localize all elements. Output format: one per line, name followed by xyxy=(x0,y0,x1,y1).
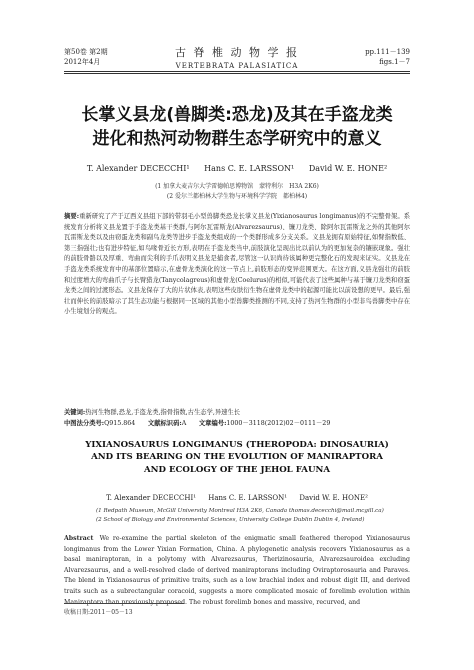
header-rule-thin xyxy=(64,73,410,74)
author-list xyxy=(0,164,474,173)
clc-label: 中图法分类号: xyxy=(64,420,105,427)
volume-issue: 第50卷 第2期 xyxy=(64,48,108,56)
header-rule xyxy=(64,71,410,72)
paper-title-en xyxy=(40,439,434,476)
affiliation-cn-2: (2 爱尔兰都柏林大学生物与环境科学学院 都柏林4) xyxy=(166,193,308,200)
page-range: pp.111－139 xyxy=(365,48,410,56)
article-number-label: 文章编号: xyxy=(198,420,227,427)
article-number-value: 1000－3118(2012)02－0111－29 xyxy=(226,420,331,427)
author-en: Hans C. E. LARSSON¹ xyxy=(208,494,288,502)
abstract-cn xyxy=(64,212,410,318)
doc-code-label: 文献标识码: xyxy=(147,420,182,427)
abstract-cn-label: 摘要: xyxy=(64,213,80,220)
header-pages xyxy=(365,47,410,67)
figure-range: figs.1－7 xyxy=(379,58,410,66)
title-en-line-1: YIXIANOSAURUS LONGIMANUS (THEROPODA: DINOSAURIA) xyxy=(85,440,389,450)
author-en: T. Alexander DECECCHI¹ xyxy=(106,494,197,502)
abstract-en xyxy=(64,534,410,608)
footnote-rule xyxy=(64,603,184,604)
abstract-en-label: Abstract xyxy=(64,535,94,542)
title-cn-line-1: 长掌义县龙(兽脚类:恐龙)及其在手盗龙类 xyxy=(81,105,393,125)
clc-value: Q915.864 xyxy=(104,420,136,427)
affiliation-cn-1: (1 加拿大麦吉尔大学雷德帕思博物馆 蒙特利尔 H3A 2K6) xyxy=(155,183,319,190)
keywords xyxy=(64,407,410,416)
abstract-cn-text: 重新研究了产于辽西义县组下部的带羽毛小型兽脚类恐龙长掌义县龙(Yixianosaurus longimanus)的不完整骨架。系统发育分析将义县龙置于手盗龙类基干类群,与阿尔瓦雷斯龙(Alvarezsaurus)、镰刀龙类、除阿尔瓦雷斯龙之外的其他阿尔瓦雷斯龙类以及由窃蛋龙类和副鸟龙类等进步手盗龙类组成的一个类群形成多分支关系。义县龙拥有原始特征,如臂指数低、第三指强壮;也有进步特征,如鸟喙骨近长方形,表明在手盗龙类当中,前肢演化呈现出比以前认为的更加复杂的镶嵌现象。强壮的前肢骨骼以及厚重、弯曲而尖利的手爪表明义县龙是捕食者,尽管这一认识尚待该属种更完整化石的发现来证实。义县龙在手盗龙类系统发育中的基部位置暗示,在虚骨龙类演化的这一节点上,前肢形态的变异范围更大。在这方面,义县龙强壮的前肢和过度增大的弯曲爪子与长臂猎龙(Tanycolagreus)和虚骨龙(Coelurus)的相似,可能代表了这些属种与基于镰刀龙类和窃蛋龙类之间的过渡形态。义县龙保存了大的片状体表,表明这些皮肤衍生物在虚骨龙类中的起源可能比以前设想的更早。最后,强壮而伸长的前肢暗示了其生态功能与根据同一区域的其他小型兽脚类推测的不同,支持了热河生物群的小型非鸟兽脚类中存在小生境划分的观点。 xyxy=(64,213,410,316)
keywords-label: 关键词: xyxy=(64,409,86,416)
journal-title-en: VERTEBRATA PALASIATICA xyxy=(175,62,299,70)
issue-date: 2012年4月 xyxy=(64,58,101,66)
author-list-en xyxy=(0,494,474,502)
affiliation-en-2: (2 School of Biology and Environmental Sciences, University College Dublin Dublin 4, Ireland) xyxy=(96,517,365,523)
author: David W. E. HONE² xyxy=(308,164,388,173)
title-en-line-2: AND ITS BEARING ON THE EVOLUTION OF MANIRAPTORA xyxy=(91,452,383,463)
author: Hans C. E. LARSSON¹ xyxy=(204,164,295,173)
received-date: 收稿日期:2011－05－13 xyxy=(64,609,133,616)
paper-title-cn xyxy=(40,103,434,151)
abstract-en-text: We re-examine the partial skeleton of the enigmatic small feathered theropod Yixianosaurus longimanus from the Lower Yixian Formation, China. A phylogenetic analysis recovers Yixianosaurus as a basal maniraptoran, in a polytomy with Alvarezsaurus, Therizinosauria, Alvarezsauroidea excluding Alvarezsaurus, and a well-resolved clade of derived maniraptorans including Oviraptorosauria and Paraves. The blend in Yixianosaurus of primitive traits, such as a low brachial index and robust digit III, and derived traits such as a subrectangular coracoid, suggests a more complicated mosaic of forelimb evolution within Maniraptora than previously proposed. The robust forelimb bones and massive, recurved, and xyxy=(64,535,410,606)
doc-code-value: A xyxy=(181,420,187,427)
affiliation-en-1: (1 Redpath Museum, McGill University Montreal H3A 2K6, Canada thomas.dececchi@mail.mcgill.ca) xyxy=(96,508,384,514)
title-cn-line-2: 进化和热河动物群生态学研究中的意义 xyxy=(92,129,382,149)
journal-title-cn: 古 脊 椎 动 物 学 报 xyxy=(175,46,299,59)
author: T. Alexander DECECCHI¹ xyxy=(86,164,190,173)
classification-line xyxy=(64,418,410,427)
author-en: David W. E. HONE² xyxy=(299,494,368,502)
keywords-text: 热河生物群,恐龙,手盗龙类,指骨指数,古生态学,异速生长 xyxy=(85,409,241,416)
title-en-line-3: AND ECOLOGY OF THE JEHOL FAUNA xyxy=(143,464,330,475)
